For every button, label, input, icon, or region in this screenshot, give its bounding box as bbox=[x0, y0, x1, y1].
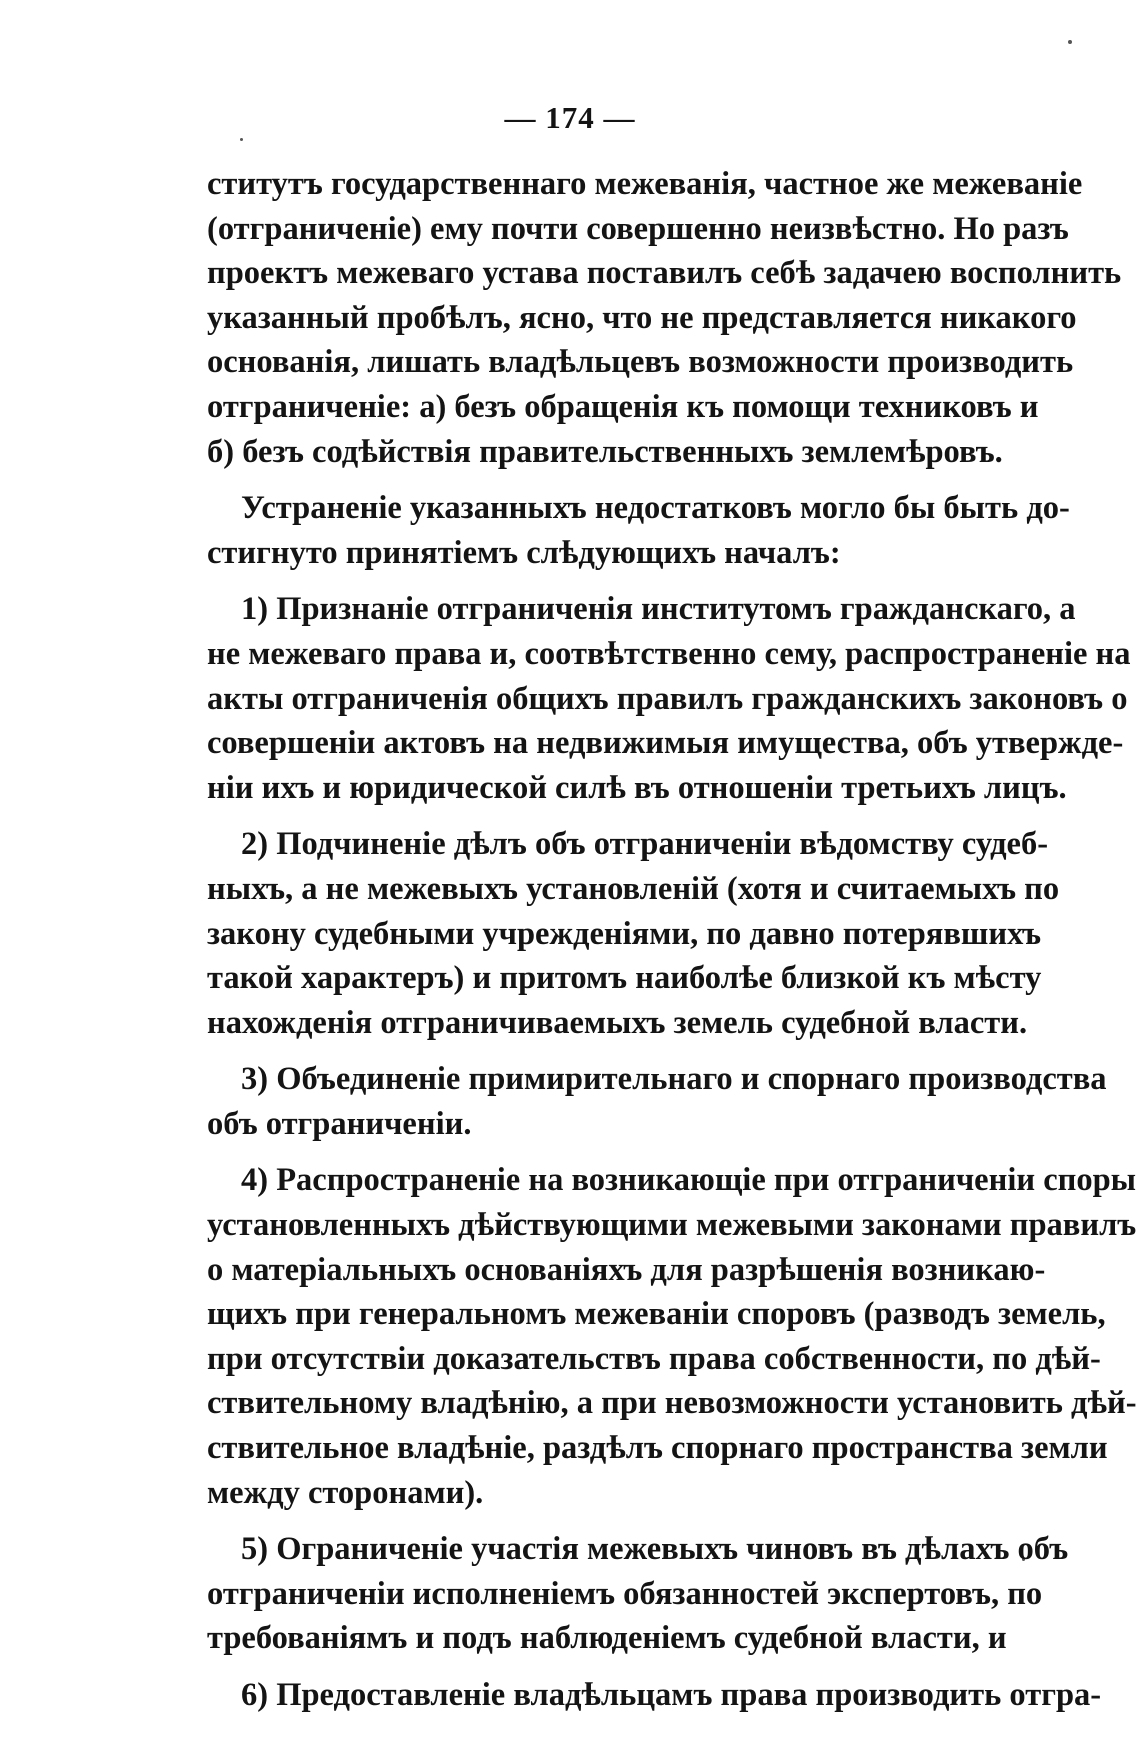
list-item-4 bbox=[207, 1158, 1137, 1515]
text-line: б) безъ содѣйствія правительственныхъ землемѣровъ. bbox=[207, 433, 1003, 470]
text-line: отграниченіе: а) безъ обращенія къ помощи техниковъ и bbox=[207, 388, 1039, 425]
text-line: проектъ межеваго устава поставилъ себѣ задачею восполнить bbox=[207, 255, 1122, 292]
text-line: при отсутствіи доказательствъ права собственности, по дѣй- bbox=[207, 1340, 1101, 1377]
text-line: о матеріальныхъ основаніяхъ для разрѣшенія возникаю- bbox=[207, 1251, 1046, 1288]
text-line: Устраненіе указанныхъ недостатковъ могло бы быть до- bbox=[241, 490, 1070, 527]
text-line: 6) Предоставленіе владѣльцамъ права производить отгра- bbox=[241, 1677, 1102, 1713]
text-line: ститутъ государственнаго межеванія, частное же межеваніе bbox=[207, 166, 1083, 202]
text-line: между сторонами). bbox=[207, 1474, 484, 1511]
text-line: отграниченіи исполненіемъ обязанностей экспертовъ, по bbox=[207, 1575, 1043, 1612]
text-line: ствительному владѣнію, а при невозможности установить дѣй- bbox=[207, 1385, 1137, 1422]
scan-speck bbox=[240, 138, 243, 141]
body-text bbox=[207, 162, 1137, 1718]
paragraph-continuation bbox=[207, 162, 1122, 474]
text-line: требованіямъ и подъ наблюденіемъ судебной власти, и bbox=[207, 1620, 1007, 1657]
text-line: ныхъ, а не межевыхъ установленій (хотя и считаемыхъ по bbox=[207, 870, 1060, 907]
list-item-3 bbox=[207, 1057, 1107, 1146]
text-line: ствительное владѣніе, раздѣлъ спорнаго пространства земли bbox=[207, 1430, 1108, 1467]
list-item-6 bbox=[207, 1673, 1102, 1718]
text-line: указанный пробѣлъ, ясно, что не представляется никакого bbox=[207, 299, 1077, 336]
list-item-2 bbox=[207, 822, 1060, 1045]
text-line: акты отграниченія общихъ правилъ гражданскихъ законовъ о bbox=[207, 680, 1128, 717]
text-line: 2) Подчиненіе дѣлъ объ отграниченіи вѣдомству судеб- bbox=[241, 826, 1049, 863]
text-line: не межеваго права и, соотвѣтственно сему, распространеніе на bbox=[207, 635, 1131, 672]
text-line: 4) Распространеніе на возникающіе при отграниченіи споры bbox=[241, 1162, 1137, 1199]
text-line: объ отграниченіи. bbox=[207, 1105, 472, 1142]
paragraph-intro bbox=[207, 486, 1070, 575]
text-line: совершеніи актовъ на недвижимыя имущества, объ утвержде- bbox=[207, 725, 1124, 762]
text-line: установленныхъ дѣйствующими межевыми законами правилъ bbox=[207, 1207, 1137, 1244]
text-line: нахожденія отграничиваемыхъ земель судебной власти. bbox=[207, 1004, 1028, 1041]
list-item-1 bbox=[207, 587, 1131, 810]
text-line: стигнуто принятіемъ слѣдующихъ началъ: bbox=[207, 534, 841, 571]
text-line: ніи ихъ и юридической силѣ въ отношеніи третьихъ лицъ. bbox=[207, 769, 1067, 806]
page-number: — 174 — bbox=[504, 100, 636, 135]
list-item-5 bbox=[207, 1527, 1069, 1661]
text-line: основанія, лишать владѣльцевъ возможности производить bbox=[207, 344, 1074, 381]
text-line: такой характеръ) и притомъ наиболѣе близкой къ мѣсту bbox=[207, 960, 1042, 997]
text-line: (отграниченіе) ему почти совершенно неизвѣстно. Но разъ bbox=[207, 210, 1069, 247]
text-line: 5) Ограниченіе участія межевыхъ чиновъ въ дѣлахъ объ bbox=[241, 1531, 1069, 1568]
text-line: закону судебными учрежденіями, по давно потерявшихъ bbox=[207, 915, 1042, 952]
text-line: щихъ при генеральномъ межеваніи споровъ (разводъ земель, bbox=[207, 1296, 1106, 1333]
text-line: 1) Признаніе отграниченія институтомъ гражданскаго, а bbox=[241, 591, 1076, 628]
text-line: 3) Объединеніе примирительнаго и спорнаго производства bbox=[241, 1061, 1107, 1098]
scan-speck bbox=[1068, 40, 1072, 44]
